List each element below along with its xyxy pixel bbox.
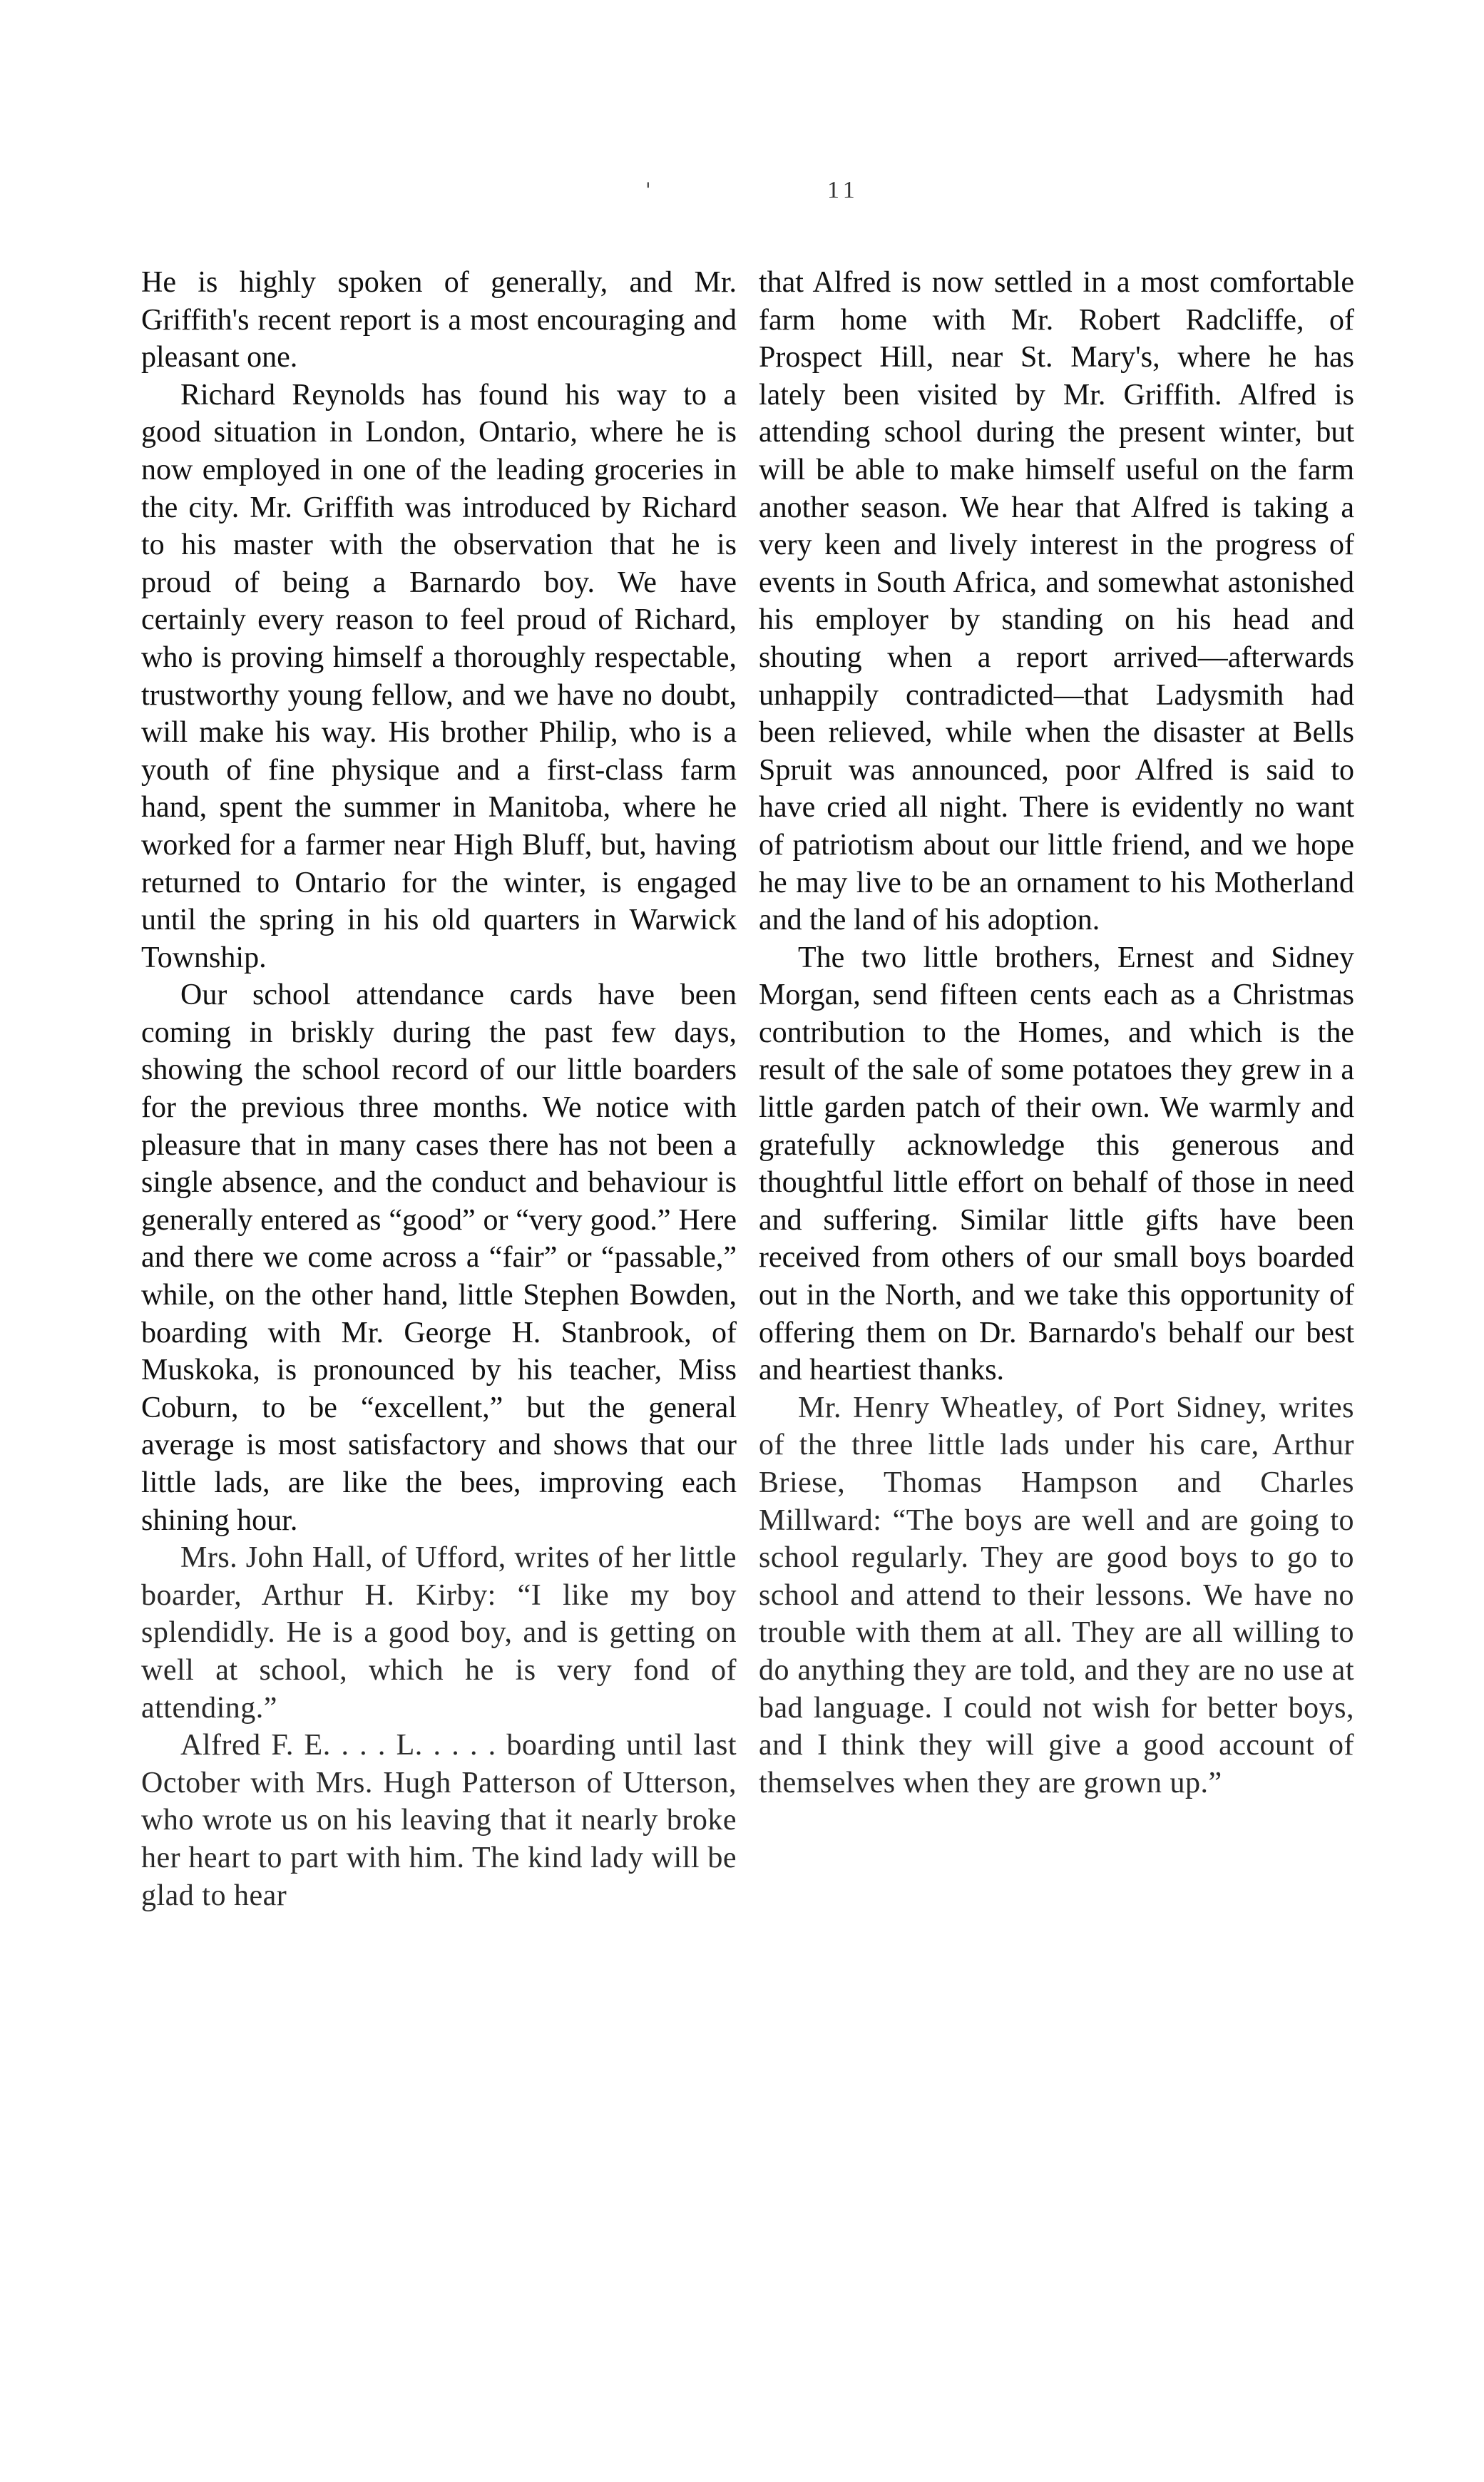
paragraph: He is highly spoken of generally, and Mr. Griffith's recent report is a most encouraging and pleasant one.	[141, 266, 737, 374]
paragraph: Richard Reynolds has found his way to a good situation in London, Ontario, where he is now employed in one of the leading groceries in the city. Mr. Griffith was introduced by Richard to his master with the observation that he is proud of being a Barnardo boy. We have certainly every reason to feel proud of Richard, who is proving himself a thoroughly respectable, trustworthy young fellow, and we have no doubt, will make his way. His brother Philip, who is a youth of fine physique and a first-class farm hand, spent the summer in Manitoba, where he worked for a farmer near High Bluff, but, having returned to Ontario for the winter, is engaged until the spring in his old quarters in Warwick Township.	[141, 378, 737, 974]
header-mark: '	[645, 178, 651, 202]
left-column	[141, 264, 737, 1914]
paragraph: that Alfred is now settled in a most comfortable farm home with Mr. Robert Radcliffe, of Prospect Hill, near St. Mary's, where he has lately been visited by Mr. Griffith. Alfred is attending school during the present winter, but will be able to make himself useful on the farm another season. We hear that Alfred is taking a very keen and lively interest in the progress of events in South Africa, and somewhat astonished his employer by standing on his head and shouting when a report arrived—afterwards unhappily contradicted—that Ladysmith had been relieved, while when the disaster at Bells Spruit was announced, poor Alfred is said to have cried all night. There is evidently no want of patriotism about our little friend, and we hope he may live to be an ornament to his Motherland and the land of his adoption.	[759, 266, 1354, 937]
paragraph: Mrs. John Hall, of Ufford, writes of her little boarder, Arthur H. Kirby: “I like my boy splendidly. He is a good boy, and is getting on well at school, which he is very fond of attending.”	[141, 1541, 737, 1725]
right-column	[759, 264, 1354, 1802]
paragraph: Our school attendance cards have been coming in briskly during the past few days, showing the school record of our little boarders for the previous three months. We notice with pleasure that in many cases there has not been a single absence, and the conduct and behaviour is generally entered as “good” or “very good.” Here and there we come across a “fair” or “passable,” while, on the other hand, little Stephen Bowden, boarding with Mr. George H. Stanbrook, of Muskoka, is pronounced by his teacher, Miss Coburn, to be “excellent,” but the general average is most satisfactory and shows that our little lads, are like the bees, improving each shining hour.	[141, 979, 737, 1537]
paragraph: Mr. Henry Wheatley, of Port Sidney, writes of the three little lads under his care, Arthur Briese, Thomas Hampson and Charles Millward: “The boys are well and are going to school regularly. They are good boys to go to school and attend to their lessons. We have no trouble with them at all. They are all willing to do anything they are told, and they are no use at bad language. I could not wish for better boys, and I think they will give a good account of themselves when they are grown up.”	[759, 1391, 1354, 1799]
page-number: 11	[827, 177, 859, 203]
paragraph: The two little brothers, Ernest and Sidney Morgan, send fifteen cents each as a Christmas contribution to the Homes, and which is the result of the sale of some potatoes they grew in a little garden patch of their own. We warmly and gratefully acknowledge this generous and thoughtful little effort on behalf of those in need and suffering. Similar little gifts have been received from others of our small boys boarded out in the North, and we take this opportunity of offering them on Dr. Barnardo's behalf our best and heartiest thanks.	[759, 941, 1354, 1387]
paragraph: Alfred F. E. . . . L. . . . . boarding until last October with Mrs. Hugh Patterson of Utterson, who wrote us on his leaving that it nearly broke her heart to part with him. The kind lady will be glad to hear	[141, 1729, 737, 1912]
